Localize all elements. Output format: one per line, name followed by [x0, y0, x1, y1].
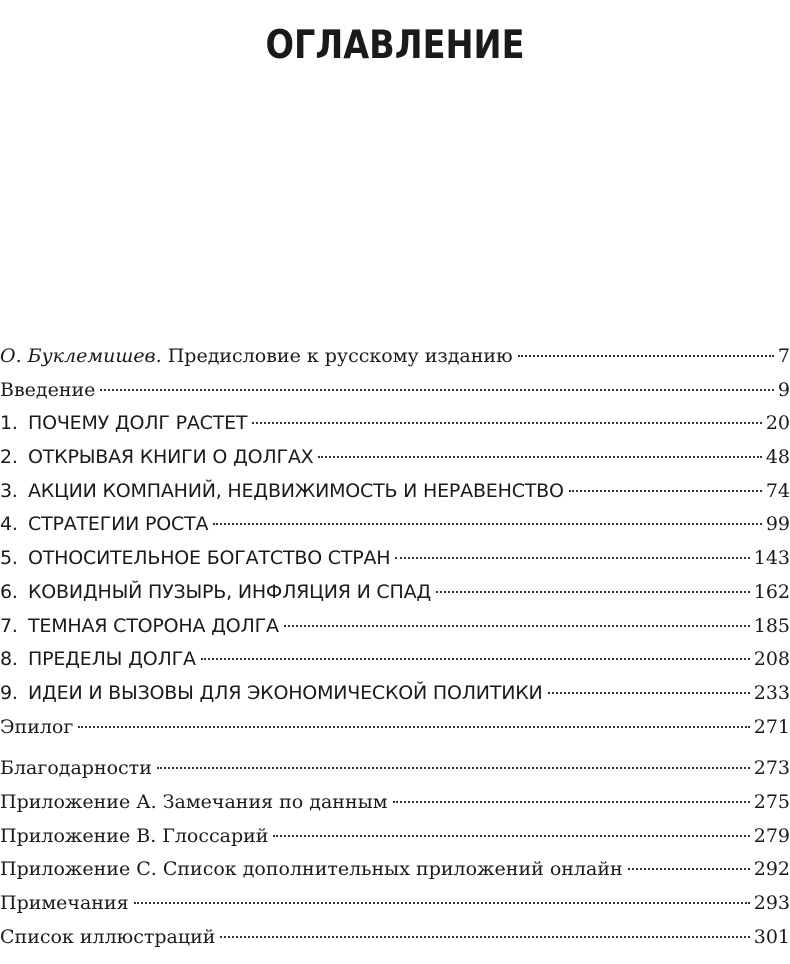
page-title: ОГЛАВЛЕНИЕ [265, 23, 525, 69]
toc-entry-chapter-9[interactable] [0, 677, 790, 711]
toc-entry-page: 208 [753, 648, 790, 671]
dot-leader [318, 456, 761, 458]
dot-leader [157, 767, 750, 769]
toc-entry-chapter-2[interactable] [0, 441, 790, 475]
toc-entry-label [0, 407, 247, 441]
toc-entry-label [0, 677, 543, 711]
toc-entry-page: 271 [753, 715, 790, 738]
chapter-number: 9. [0, 681, 18, 704]
toc-entry-page: 48 [765, 446, 790, 469]
toc-entry-page: 293 [753, 892, 790, 914]
toc-entry-page: 279 [753, 824, 790, 847]
dot-leader [436, 591, 750, 593]
toc-entry-page: 143 [753, 547, 790, 570]
dot-leader [273, 835, 749, 837]
toc-entry-title: ПРЕДЕЛЫ ДОЛГА [28, 648, 196, 671]
toc-entry-label: Список иллюстраций [0, 925, 216, 948]
toc-entry-notes[interactable] [0, 887, 790, 921]
toc-entry-page: 74 [765, 479, 790, 502]
toc-entry-title: Предисловие к русскому изданию [167, 345, 513, 367]
toc-entry-appendix-c[interactable] [0, 853, 790, 887]
dot-leader [220, 936, 749, 938]
toc-entry-label [0, 475, 564, 509]
toc-entry-preface[interactable] [0, 340, 790, 374]
chapter-number: 3. [0, 479, 18, 502]
chapter-number: 1. [0, 412, 18, 435]
toc-entry-author: О. Буклемишев. [0, 345, 162, 367]
toc-entry-label: Приложение С. Список дополнительных приложений онлайн [0, 858, 623, 881]
dot-leader [395, 557, 749, 559]
toc-entry-label: Приложение А. Замечания по данным [0, 790, 388, 813]
toc-entry-chapter-8[interactable] [0, 643, 790, 677]
dot-leader [569, 490, 762, 492]
toc-entry-page: 273 [753, 757, 790, 780]
toc-entry-appendix-a[interactable] [0, 786, 790, 820]
toc-entry-title: ОТНОСИТЕЛЬНОЕ БОГАТСТВО СТРАН [28, 547, 391, 570]
toc-entry-title: ИДЕИ И ВЫЗОВЫ ДЛЯ ЭКОНОМИЧЕСКОЙ ПОЛИТИКИ [28, 681, 543, 704]
chapter-number: 5. [0, 547, 18, 570]
chapter-number: 6. [0, 580, 18, 603]
toc-entry-label [0, 576, 431, 610]
toc-entry-label [0, 643, 196, 677]
toc-entry-chapter-7[interactable] [0, 610, 790, 644]
dot-leader [284, 625, 750, 627]
toc-entry-page: 162 [753, 580, 790, 603]
dot-leader [78, 726, 749, 728]
toc-entry-acknowledgements[interactable] [0, 752, 790, 786]
dot-leader [201, 658, 750, 660]
toc-entry-epilogue[interactable] [0, 711, 790, 745]
toc-entry-label [0, 610, 279, 644]
toc-entry-chapter-4[interactable] [0, 508, 790, 542]
toc-entry-page: 20 [765, 412, 790, 435]
toc-entry-label [0, 441, 313, 475]
chapter-number: 8. [0, 648, 18, 671]
toc-entry-label: Благодарности [0, 757, 152, 780]
table-of-contents [0, 340, 790, 954]
dot-leader [628, 868, 750, 870]
dot-leader [393, 801, 750, 803]
chapter-number: 2. [0, 446, 18, 469]
dot-leader [100, 389, 773, 391]
toc-entry-illustrations[interactable] [0, 921, 790, 955]
toc-entry-appendix-b[interactable] [0, 820, 790, 854]
toc-entry-label: Примечания [0, 892, 129, 914]
toc-entry-title: ТЕМНАЯ СТОРОНА ДОЛГА [28, 614, 279, 637]
dot-leader [252, 422, 761, 424]
toc-entry-chapter-1[interactable] [0, 407, 790, 441]
toc-entry-label [0, 340, 513, 374]
toc-entry-page: 185 [753, 614, 790, 637]
dot-leader [134, 902, 750, 904]
toc-entry-chapter-5[interactable] [0, 542, 790, 576]
toc-entry-page: 275 [753, 790, 790, 813]
toc-entry-label: Эпилог [0, 715, 74, 738]
toc-entry-chapter-6[interactable] [0, 576, 790, 610]
dot-leader [548, 692, 750, 694]
dot-leader [518, 355, 774, 357]
toc-entry-page: 99 [765, 513, 790, 536]
dot-leader [213, 523, 762, 525]
chapter-number: 7. [0, 614, 18, 637]
toc-entry-page: 301 [753, 925, 790, 948]
toc-entry-title: КОВИДНЫЙ ПУЗЫРЬ, ИНФЛЯЦИЯ И СПАД [28, 580, 432, 603]
toc-entry-title: СТРАТЕГИИ РОСТА [28, 513, 209, 536]
toc-entry-page: 233 [753, 681, 790, 704]
toc-entry-introduction[interactable] [0, 374, 790, 408]
toc-entry-chapter-3[interactable] [0, 475, 790, 509]
toc-entry-page: 292 [753, 858, 790, 881]
toc-entry-page: 9 [777, 378, 790, 401]
toc-entry-label: Приложение В. Глоссарий [0, 824, 269, 847]
toc-entry-label [0, 508, 208, 542]
toc-entry-label [0, 542, 390, 576]
toc-entry-title: АКЦИИ КОМПАНИЙ, НЕДВИЖИМОСТЬ И НЕРАВЕНСТВО [28, 479, 564, 502]
toc-entry-title: ПОЧЕМУ ДОЛГ РАСТЕТ [28, 412, 248, 435]
toc-entry-page: 7 [777, 345, 790, 367]
chapter-number: 4. [0, 513, 18, 536]
toc-entry-label: Введение [0, 378, 96, 401]
toc-entry-title: ОТКРЫВАЯ КНИГИ О ДОЛГАХ [28, 446, 314, 469]
